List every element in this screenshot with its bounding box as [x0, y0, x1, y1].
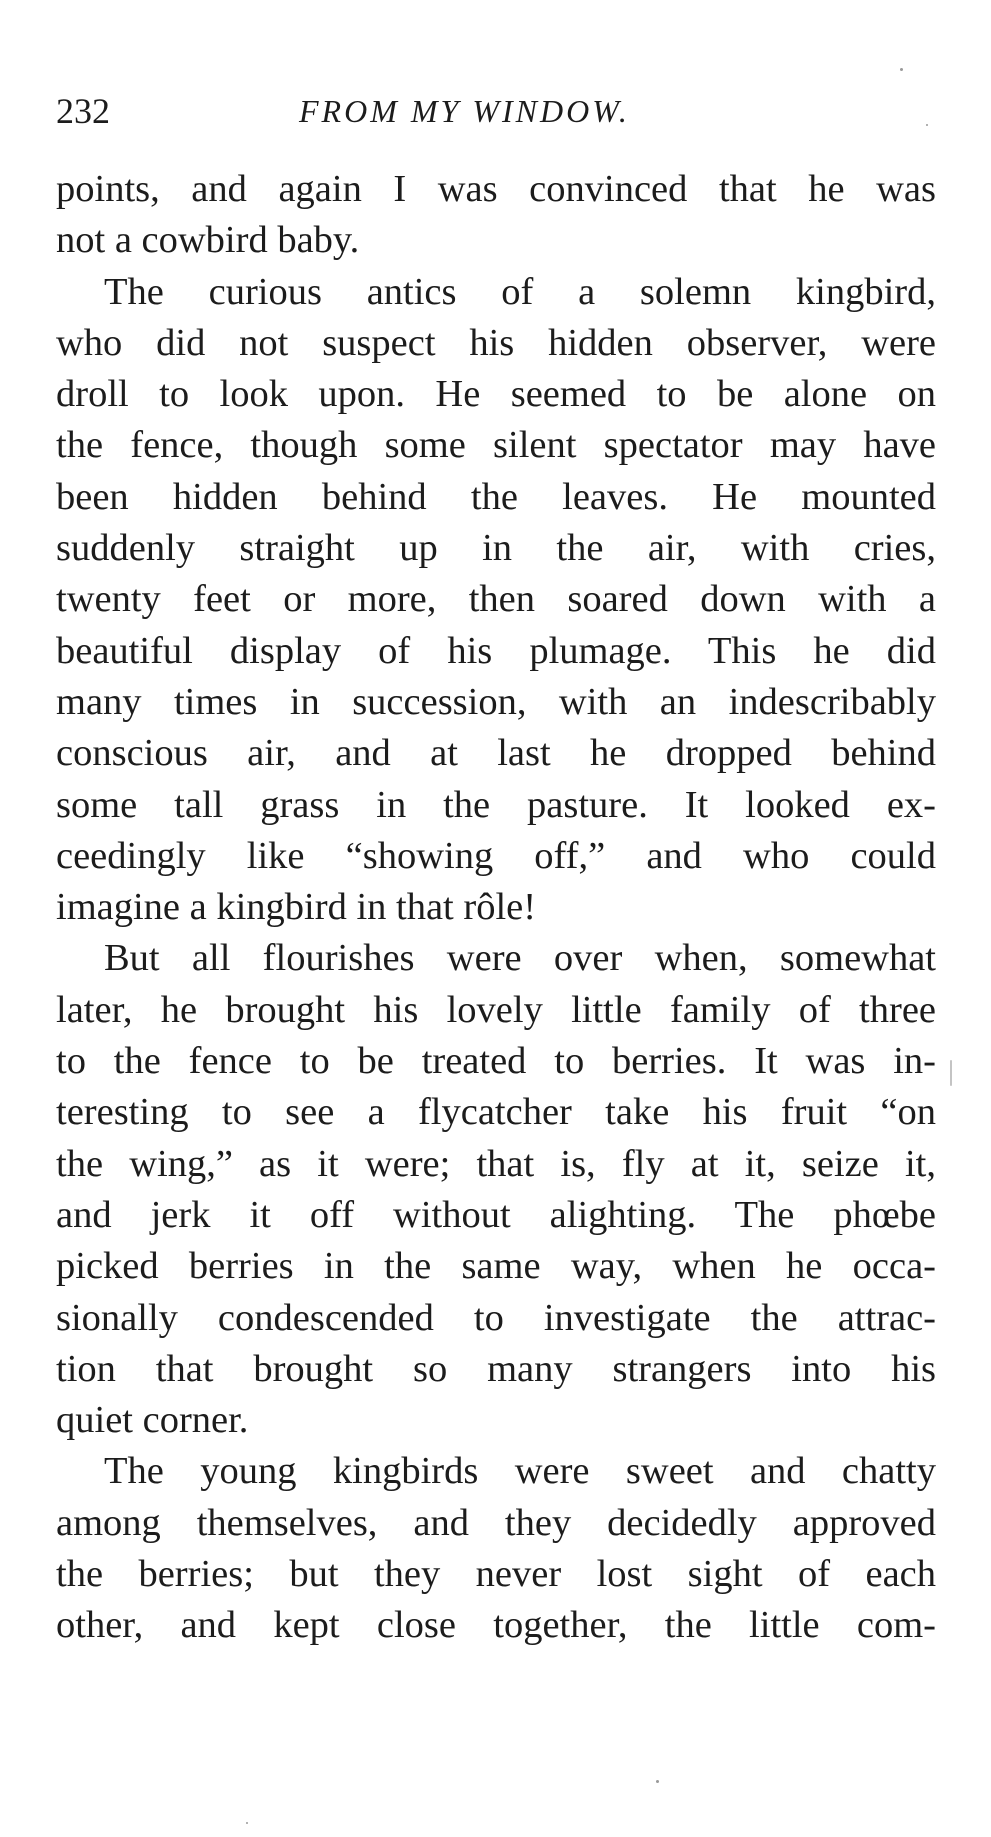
text-line: ceedingly like “showing off,” and who could [56, 834, 936, 877]
paragraph [56, 1446, 936, 1651]
text-line: the fence, though some silent spectator may have [56, 424, 936, 467]
paragraph [56, 933, 936, 1446]
paper-speck [900, 68, 903, 71]
paper-speck [926, 124, 928, 126]
text-line: some tall grass in the pasture. It looked ex- [56, 783, 936, 826]
body-text [56, 164, 936, 1652]
text-line: not a cowbird baby. [56, 219, 360, 262]
text-line: The curious antics of a solemn kingbird, [104, 270, 936, 313]
paper-speck [950, 1060, 952, 1086]
text-line: sionally condescended to investigate the attrac- [56, 1296, 936, 1339]
text-line: among themselves, and they decidedly approved [56, 1501, 936, 1544]
text-line: the wing,” as it were; that is, fly at it, seize it, [56, 1142, 936, 1185]
running-title: FROM MY WINDOW. [299, 93, 630, 129]
text-line: points, and again I was convinced that he was [56, 168, 936, 210]
text-line: tion that brought so many strangers into his [56, 1347, 936, 1390]
text-line: other, and kept close together, the little com- [56, 1604, 936, 1647]
text-line: and jerk it off without alighting. The phœbe [56, 1193, 936, 1236]
paragraph [56, 164, 936, 267]
paper-speck [656, 1780, 659, 1783]
text-line: But all flourishes were over when, somewhat [104, 937, 936, 980]
paragraph [56, 267, 936, 934]
text-line: beautiful display of his plumage. This he did [56, 629, 936, 672]
text-line: later, he brought his lovely little family of three [56, 988, 936, 1031]
text-line: The young kingbirds were sweet and chatty [104, 1450, 936, 1493]
text-line: imagine a kingbird in that rôle! [56, 886, 537, 929]
page-header [56, 86, 936, 136]
paper-speck [246, 1822, 248, 1824]
text-line: twenty feet or more, then soared down with a [56, 578, 936, 621]
text-line: many times in succession, with an indescribably [56, 680, 936, 723]
text-line: quiet corner. [56, 1399, 249, 1442]
text-line: picked berries in the same way, when he occa- [56, 1245, 936, 1288]
text-line: teresting to see a flycatcher take his fruit “on [56, 1091, 936, 1134]
text-line: the berries; but they never lost sight of each [56, 1553, 936, 1596]
text-line: droll to look upon. He seemed to be alone on [56, 373, 936, 416]
text-line: suddenly straight up in the air, with cries, [56, 527, 936, 570]
text-line: conscious air, and at last he dropped behind [56, 732, 936, 775]
text-line: been hidden behind the leaves. He mounted [56, 475, 936, 518]
page-number: 232 [56, 91, 110, 131]
text-line: who did not suspect his hidden observer, were [56, 321, 936, 364]
text-line: to the fence to be treated to berries. It was in- [56, 1040, 936, 1083]
